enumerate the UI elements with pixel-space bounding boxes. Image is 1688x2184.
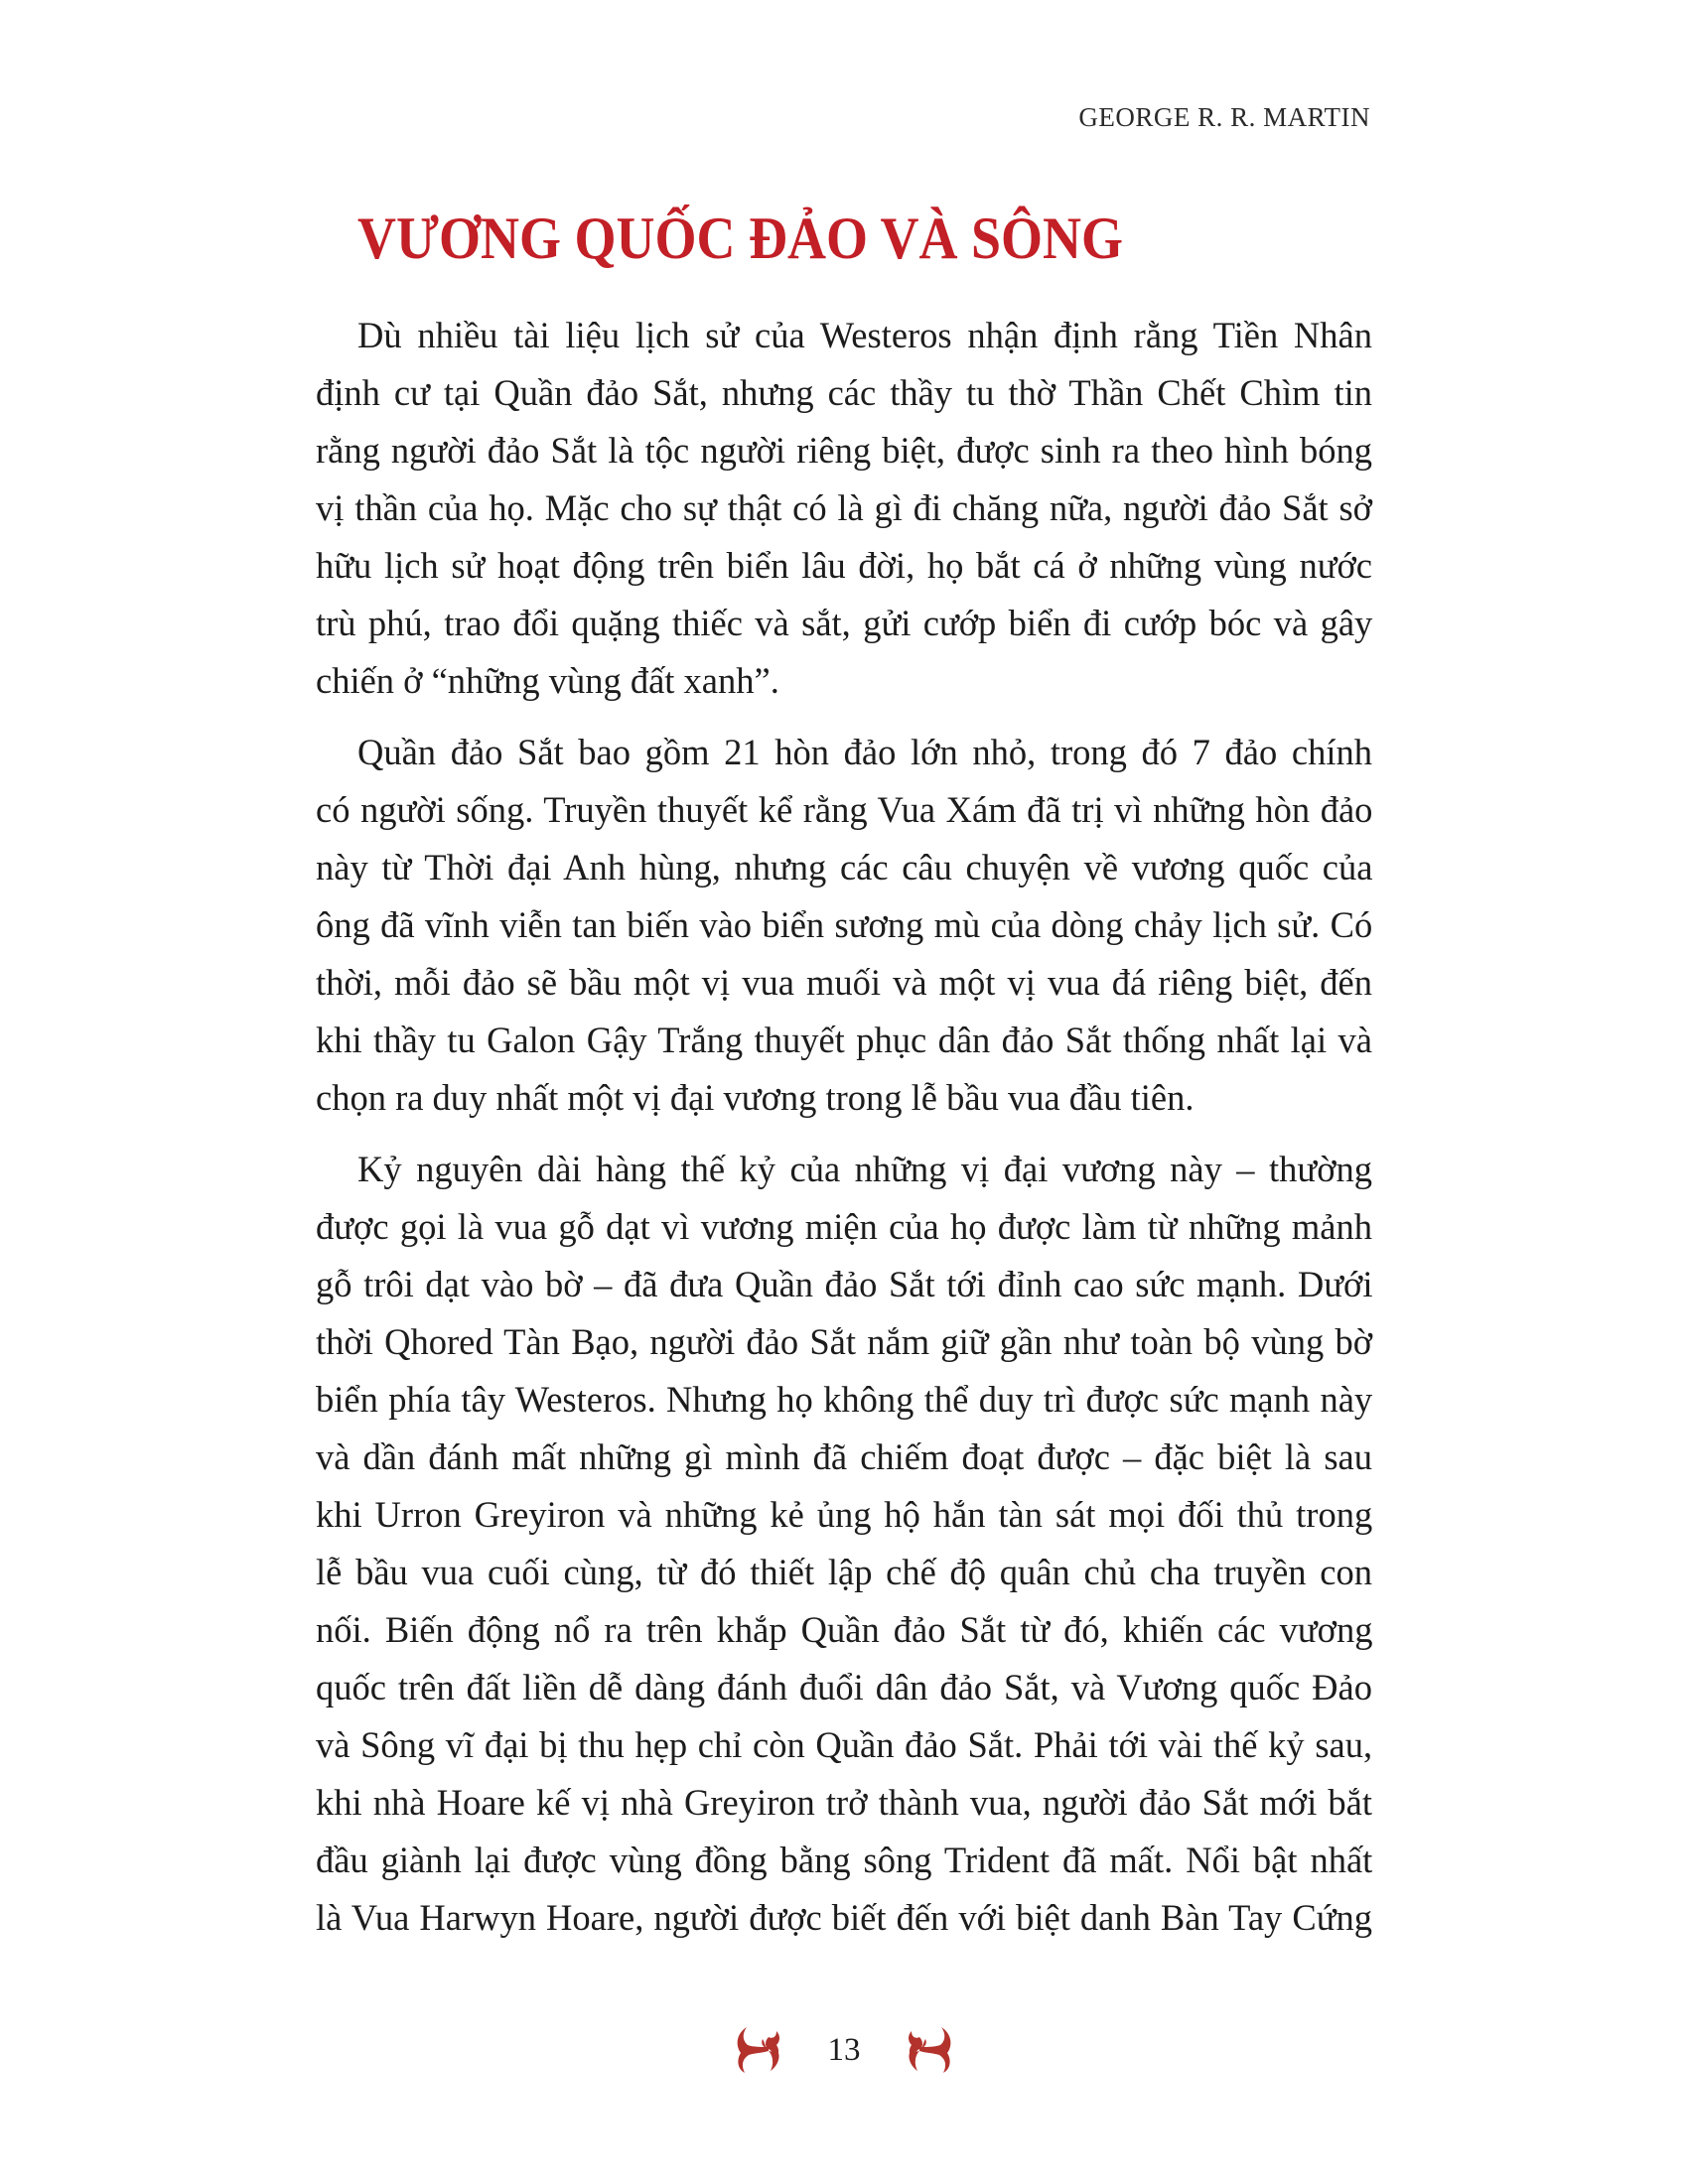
text-line: Quần đảo Sắt bao gồm 21 hòn đảo lớn nhỏ, trong đó 7 đảo chính <box>357 732 1372 772</box>
text-line: chọn ra duy nhất một vị đại vương trong lễ bầu vua đầu tiên. <box>316 1077 1195 1118</box>
text-line: trù phú, trao đổi quặng thiếc và sắt, gửi cướp biển đi cướp bóc và gây <box>316 603 1373 643</box>
text-line: quốc trên đất liền dễ dàng đánh đuổi dân đảo Sắt, và Vương quốc Đảo <box>316 1667 1372 1707</box>
text-line: và Sông vĩ đại bị thu hẹp chỉ còn Quần đảo Sắt. Phải tới vài thế kỷ sau, <box>316 1724 1373 1765</box>
text-line: rằng người đảo Sắt là tộc người riêng biệt, được sinh ra theo hình bóng <box>316 430 1372 471</box>
page-footer <box>0 2025 1688 2075</box>
text-line: thời Qhored Tàn Bạo, người đảo Sắt nắm giữ gần như toàn bộ vùng bờ <box>316 1321 1373 1362</box>
text-line: chiến ở “những vùng đất xanh”. <box>316 660 779 701</box>
text-line: Kỷ nguyên dài hàng thế kỷ của những vị đại vương này – thường <box>357 1149 1372 1189</box>
text-line: này từ Thời đại Anh hùng, nhưng các câu chuyện về vương quốc của <box>316 847 1373 887</box>
text-line: và dần đánh mất những gì mình đã chiếm đoạt được – đặc biệt là sau <box>316 1436 1372 1477</box>
text-line: biển phía tây Westeros. Nhưng họ không thể duy trì được sức mạnh này <box>316 1379 1373 1420</box>
fleuron-right-icon <box>904 2025 955 2075</box>
text-line: được gọi là vua gỗ dạt vì vương miện của họ được làm từ những mảnh <box>316 1206 1372 1247</box>
paragraph-2 <box>316 724 1372 1127</box>
page-number: 13 <box>827 2031 861 2068</box>
text-line: đầu giành lại được vùng đồng bằng sông Trident đã mất. Nổi bật nhất <box>316 1840 1373 1880</box>
paragraph-3 <box>316 1141 1372 1947</box>
text-line: là Vua Harwyn Hoare, người được biết đến với biệt danh Bàn Tay Cứng <box>316 1897 1372 1938</box>
text-line: vị thần của họ. Mặc cho sự thật có là gì đi chăng nữa, người đảo Sắt sở <box>316 487 1372 528</box>
text-line: khi Urron Greyiron và những kẻ ủng hộ hắn tàn sát mọi đối thủ trong <box>316 1494 1373 1535</box>
chapter-title: VƯƠNG QUỐC ĐẢO VÀ SÔNG <box>357 205 1124 272</box>
running-header: GEORGE R. R. MARTIN <box>1078 102 1370 132</box>
text-line: nối. Biến động nổ ra trên khắp Quần đảo Sắt từ đó, khiến các vương <box>316 1609 1373 1650</box>
text-line: khi nhà Hoare kế vị nhà Greyiron trở thành vua, người đảo Sắt mới bắt <box>316 1782 1372 1823</box>
text-line: có người sống. Truyền thuyết kể rằng Vua Xám đã trị vì những hòn đảo <box>316 789 1373 830</box>
text-line: thời, mỗi đảo sẽ bầu một vị vua muối và một vị vua đá riêng biệt, đến <box>316 962 1372 1003</box>
text-line: Dù nhiều tài liệu lịch sử của Westeros nhận định rằng Tiền Nhân <box>357 315 1372 355</box>
text-line: định cư tại Quần đảo Sắt, nhưng các thầy tu thờ Thần Chết Chìm tin <box>316 372 1372 413</box>
text-line: ông đã vĩnh viễn tan biến vào biển sương mù của dòng chảy lịch sử. Có <box>316 904 1373 945</box>
text-line: gỗ trôi dạt vào bờ – đã đưa Quần đảo Sắt tới đỉnh cao sức mạnh. Dưới <box>316 1264 1373 1304</box>
text-line: khi thầy tu Galon Gậy Trắng thuyết phục dân đảo Sắt thống nhất lại và <box>316 1020 1372 1060</box>
paragraph-1 <box>316 307 1372 710</box>
text-line: hữu lịch sử hoạt động trên biển lâu đời, họ bắt cá ở những vùng nước <box>316 545 1372 586</box>
text-line: lễ bầu vua cuối cùng, từ đó thiết lập chế độ quân chủ cha truyền con <box>316 1552 1372 1592</box>
body-text <box>316 307 1372 1961</box>
fleuron-left-icon <box>733 2025 784 2075</box>
